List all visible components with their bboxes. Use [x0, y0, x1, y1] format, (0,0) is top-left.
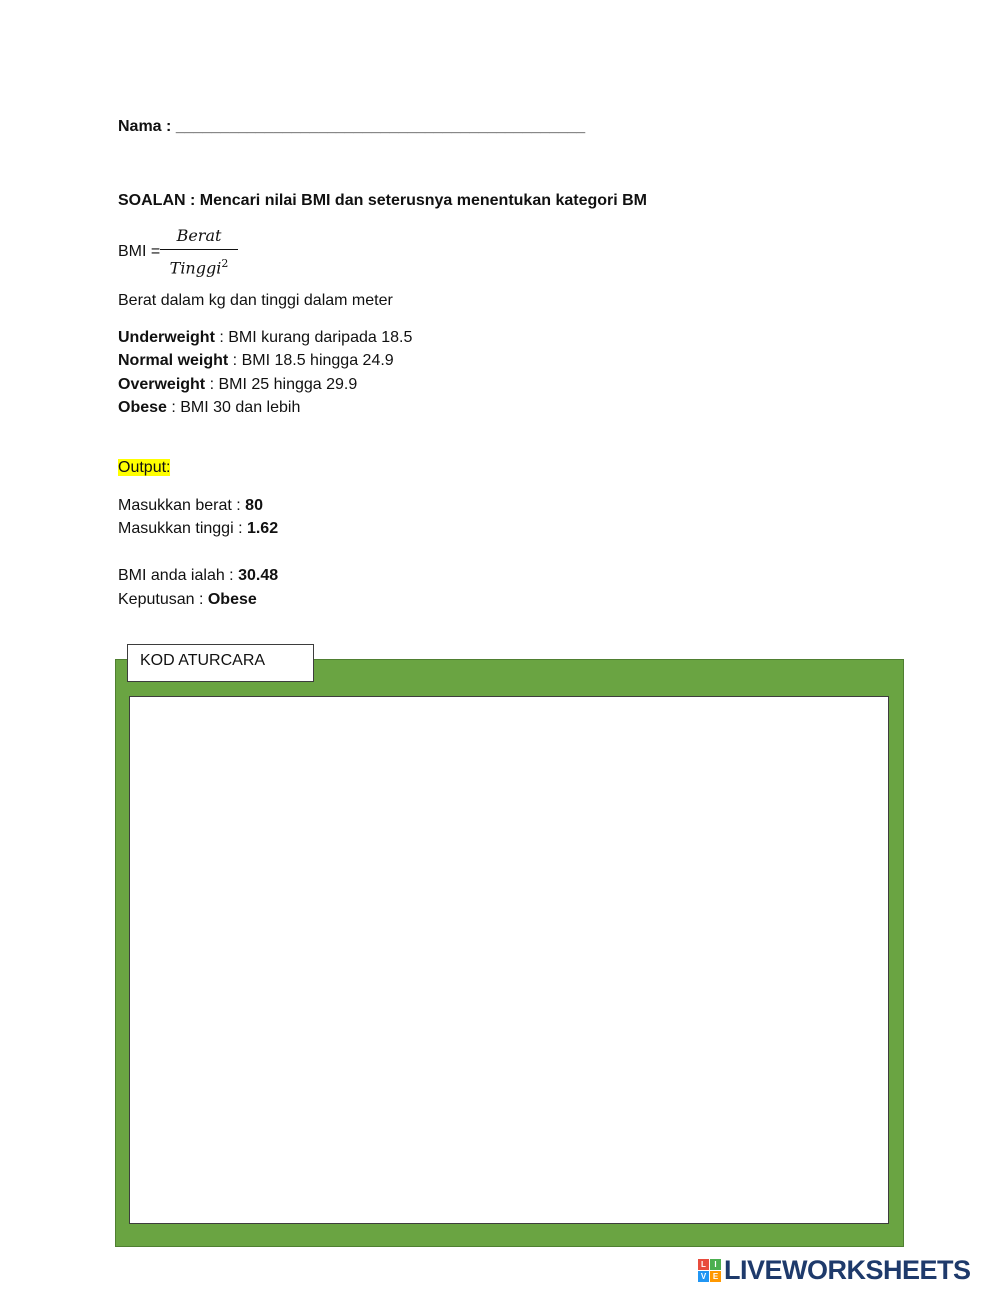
name-blank[interactable]: ______________________________________________ — [175, 118, 586, 135]
weight-label: Masukkan berat : — [118, 497, 246, 514]
bmi-formula — [160, 226, 238, 278]
fraction-bar — [160, 249, 238, 250]
name-line — [118, 118, 585, 136]
code-tab-label: KOD ATURCARA — [127, 644, 314, 682]
question-text: Mencari nilai BMI dan seterusnya menentukan kategori BM — [199, 192, 648, 209]
logo-mark-icon: L I V E — [698, 1259, 721, 1282]
category-desc: : BMI kurang daripada 18.5 — [214, 329, 413, 346]
bmi-label: BMI anda ialah : — [118, 567, 239, 584]
output-weight — [118, 497, 263, 515]
category-name: Overweight — [118, 376, 206, 393]
output-heading-text: Output: — [118, 459, 171, 476]
output-heading — [118, 459, 170, 477]
category-name: Normal weight — [118, 352, 229, 369]
code-answer-box[interactable] — [129, 696, 889, 1224]
formula-prefix: BMI = — [118, 243, 161, 260]
decision-value: Obese — [207, 591, 257, 608]
formula-numerator: Berat — [176, 226, 222, 245]
liveworksheets-logo — [698, 1255, 971, 1285]
output-bmi — [118, 567, 278, 585]
height-label: Masukkan tinggi : — [118, 520, 247, 537]
category-desc: : BMI 25 hingga 29.9 — [205, 376, 358, 393]
question-label: SOALAN : — [118, 192, 196, 209]
output-height — [118, 520, 278, 538]
formula-exponent: 2 — [221, 257, 229, 270]
height-value: 1.62 — [246, 520, 279, 537]
name-label: Nama : — [118, 118, 172, 135]
weight-value: 80 — [245, 497, 263, 514]
formula-denominator: Tinggi$^2$ — [169, 257, 229, 278]
category-name: Obese — [118, 399, 167, 416]
question — [118, 192, 647, 210]
category-name: Underweight — [118, 329, 215, 346]
category-desc: : BMI 18.5 hingga 24.9 — [228, 352, 394, 369]
category-underweight — [118, 329, 412, 347]
units-note: Berat dalam kg dan tinggi dalam meter — [118, 292, 393, 309]
decision-label: Keputusan : — [118, 591, 208, 608]
logo-text: LIVEWORKSHEETS — [724, 1254, 971, 1285]
output-decision — [118, 591, 257, 609]
category-desc: : BMI 30 dan lebih — [166, 399, 301, 416]
category-obese — [118, 399, 300, 417]
category-overweight — [118, 376, 357, 394]
bmi-value: 30.48 — [238, 567, 279, 584]
category-normal-weight — [118, 352, 394, 370]
